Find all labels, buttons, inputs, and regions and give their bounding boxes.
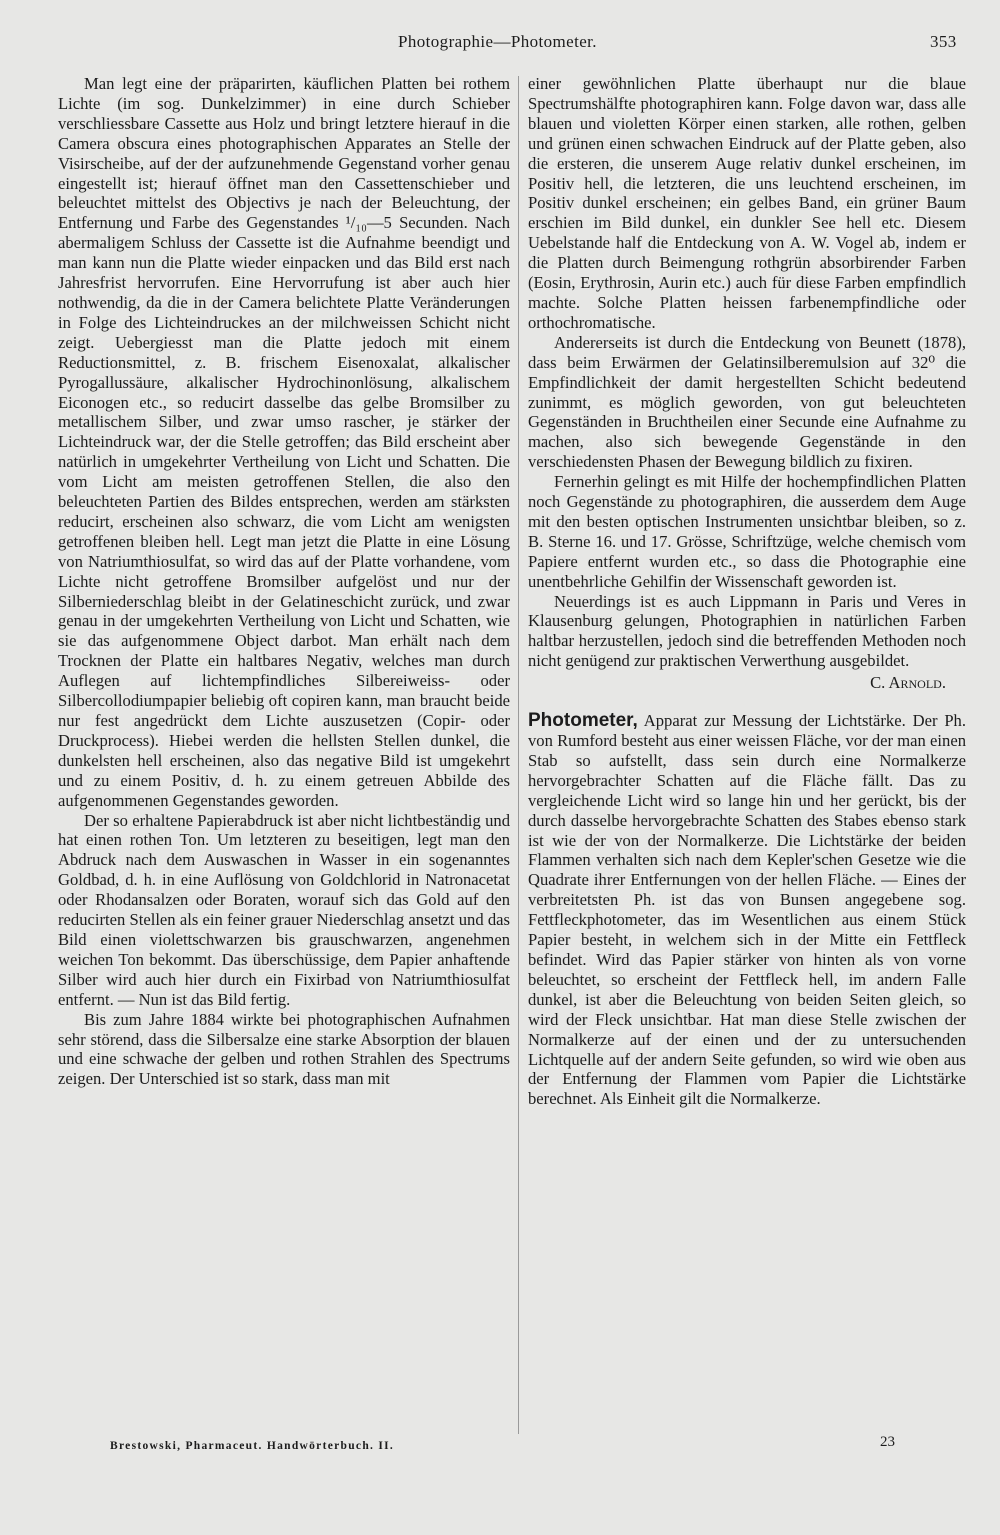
author-signature: C. Arnold. — [870, 673, 946, 693]
paragraph: Der so erhaltene Papierabdruck ist aber nicht lichtbeständig und hat einen rothen Ton. Um letzteren zu beseitigen, legt man den Abdruck nach dem Auswaschen in Wasser in ein sogenanntes Goldbad, d. h. in eine Auflösung von Goldchlorid in Natronacetat oder Rhodansalzen oder Boraten, worauf sich das Gold auf den reducirten Stellen als ein feiner grauer Niederschlag ansetzt und das Bild einen violettschwarzen bis grauschwarzen, angenehmen weichen Ton bekommt. Das überschüssige, dem Papier anhaftende Silber wird auch hier durch ein Fixirbad von Natriumthiosulfat entfernt. — Nun ist das Bild fertig. — [58, 810, 510, 1009]
paragraph: Bis zum Jahre 1884 wirkte bei photographischen Aufnahmen sehr störend, dass die Silbersalze eine starke Absorption der blauen und eine schwache der gelben und rothen Strahlen des Spectrums zeigen. Der Unterschied ist so stark, dass man mit — [58, 1009, 510, 1089]
entry-headword: Photometer, — [528, 710, 638, 732]
entry-text: Apparat zur Messung der Lichtstärke. Der Ph. von Rumford besteht aus einer weissen Fläche, vor der man einen Stab so aufstellt, dass sein durch eine Normalkerze hervorgebrachter Schatten auf die Fläche fällt. Das zu vergleichende Licht wird so lange hin und her gerückt, bis der durch dasselbe hervorgebrachte Schatten des Stabes ebenso stark ist wie der von der Normalkerze. Die Lichtstärke der beiden Flammen verhalten sich nach dem Kepler'schen Gesetze wie die Quadrate ihrer Entfernungen von der hellen Fläche. — Eines der verbreitetsten Ph. ist das von Bunsen angegebene sog. Fettfleckphotometer, das im Wesentlichen aus einem Stück Papier besteht, in welchem sich in der Mitte ein Fettfleck befindet. Wird das Papier stärker von hinten als von vorne beleuchtet, so erscheint der Fettfleck hell, im andern Falle dunkel, ist aber die Beleuchtung von beiden Seiten gleich, so wird der Fleck unsichtbar. Hat man diese Stelle zwischen der Normalkerze auf der einen und der zu untersuchenden Lichtquelle auf der andern Seite gefunden, so wird wie oben aus der Entfernung der Flammen vom Papier die Lichtstärke berechnet. Als Einheit gilt die Normalkerze. — [528, 711, 966, 1109]
paragraph: Fernerhin gelingt es mit Hilfe der hochempfindlichen Platten noch Gegenstände zu photographiren, die ausserdem dem Auge mit den besten optischen Instrumenten unsichtbar bleiben, so z. B. Sterne 16. und 17. Grösse, Schriftzüge, welche chemisch vom Papiere entfernt wurden etc., so dass die Photographie eine unentbehrliche Gehilfin der Wissenschaft geworden ist. — [528, 472, 966, 591]
paragraph: Man legt eine der präparirten, käuflichen Platten bei rothem Lichte (im sog. Dunkelzimmer) in eine durch Schieber verschliessbare Cassette aus Holz und bringt letztere hierauf in die Camera obscura eines photographischen Apparates an Stelle der Visirscheibe, auf der der aufzunehmende Gegenstand vorher genau eingestellt ist; hierauf öffnet man den Cassettenschieber und beleuchtet mittelst des Objectivs je nach der Beleuchtung, der Entfernung und Farbe des Gegenstandes ¹/₁₀—5 Secunden. Nach abermaligem Schluss der Cassette ist die Aufnahme beendigt und man kann nun die Platte wieder einpacken und das Bild erst nach Jahresfrist hervorrufen. Eine Hervorrufung ist aber auch hier nothwendig, da die in der Camera belichtete Platte Veränderungen in Folge des Lichteindruckes an der milchweissen Schicht nicht zeigt. Uebergiesst man die Platte jedoch mit einem Reductionsmittel, z. B. frischem Eisenoxalat, alkalischer Pyrogallussäure, alkalischer Hydrochinonlösung, alkalischem Eiconogen etc., so reducirt dasselbe das gelbe Bromsilber zu metallischem Silber, und zwar umso rascher, je stärker der Lichteindruck war, der die Stelle getroffen; das Bild erscheint aber natürlich in umgekehrter Vertheilung von Licht und Schatten. Die vom Licht am meisten getroffenen Stellen, die also den beleuchteten Partien des Bildes entsprechen, werden am stärksten reducirt, erscheinen also schwarz, die vom Licht am wenigsten getroffenen bleiben hell. Legt man jetzt die Platte in eine Lösung von Natriumthiosulfat, so wird das auf der Platte vorhandene, vom Lichte nicht getroffene Bromsilber aufgelöst und nur der Silberniederschlag bleibt in der Gelatineschicht zurück, und zwar genau in der umgekehrten Vertheilung von Licht und Schatten, wie sie das aufgenommene Object darbot. Man erhält nach dem Trocknen der Platte ein haltbares Negativ, welches man durch Auflegen auf lichtempfindliches Silbereiweiss- oder Silbercollodiumpapier beliebig oft copiren kann, man braucht beide nur fest angedrückt dem Lichte auszusetzen (Copir- oder Druckprocess). Hiebei werden die hellsten Stellen dunkel, die dunkelsten hell erscheinen, also das negative Bild ist umgekehrt und zu einem Positiv, d. h. zu einem getreuen Abbilde des aufgenommenen Gegenstandes geworden. — [58, 74, 510, 810]
signature-mark: 23 — [880, 1434, 895, 1450]
footer-note: Brestowski, Pharmaceut. Handwörterbuch. II. — [110, 1440, 395, 1452]
photometer-entry — [528, 711, 966, 1109]
column-divider — [518, 76, 519, 1434]
paragraph: einer gewöhnlichen Platte überhaupt nur die blaue Spectrumshälfte photographiren kann. Folge davon war, dass alle blauen und violetten Körper einen starken, alle rothen, gelben und grünen einen schwachen Eindruck auf der Platte geben, also die ersteren, die unserem Auge relativ dunkel erscheinen, im Positiv hell, die letzteren, die uns leuchtend erscheinen, im Positiv dunkel erscheinen; ein gelbes Band, ein grüner Baum erschien im Bild dunkel, ein dunkler See hell etc. Diesem Uebelstande half die Entdeckung von A. W. Vogel ab, indem er die Platten durch Beimengung rothgrün absorbirender Farben (Eosin, Erythrosin, Aurin etc.) auch für diese Farben empfindlich machte. Solche Platten heissen farbenempfindliche oder orthochromatische. — [528, 74, 966, 332]
page-number: 353 — [930, 32, 957, 51]
paragraph: Andererseits ist durch die Entdeckung von Beunett (1878), dass beim Erwärmen der Gelatinsilberemulsion auf 32⁰ die Empfindlichkeit der damit hergestellten Schicht bedeutend zunimmt, es möglich geworden, von gut beleuchteten Gegenständen in Bruchtheilen einer Secunde eine Aufnahme zu machen, also sich bewegende Gegenstände in den verschiedensten Phasen der Bewegung bildlich zu fixiren. — [528, 332, 966, 472]
running-head — [0, 32, 1000, 56]
right-column — [528, 74, 966, 1109]
left-column — [58, 74, 510, 1089]
paragraph: Neuerdings ist es auch Lippmann in Paris und Veres in Klausenburg gelungen, Photographien in natürlichen Farben haltbar herzustellen, jedoch sind die betreffenden Methoden noch nicht genügend zur praktischen Verwerthung ausgebildet. — [528, 591, 966, 671]
running-title: Photographie—Photometer. — [398, 32, 597, 51]
